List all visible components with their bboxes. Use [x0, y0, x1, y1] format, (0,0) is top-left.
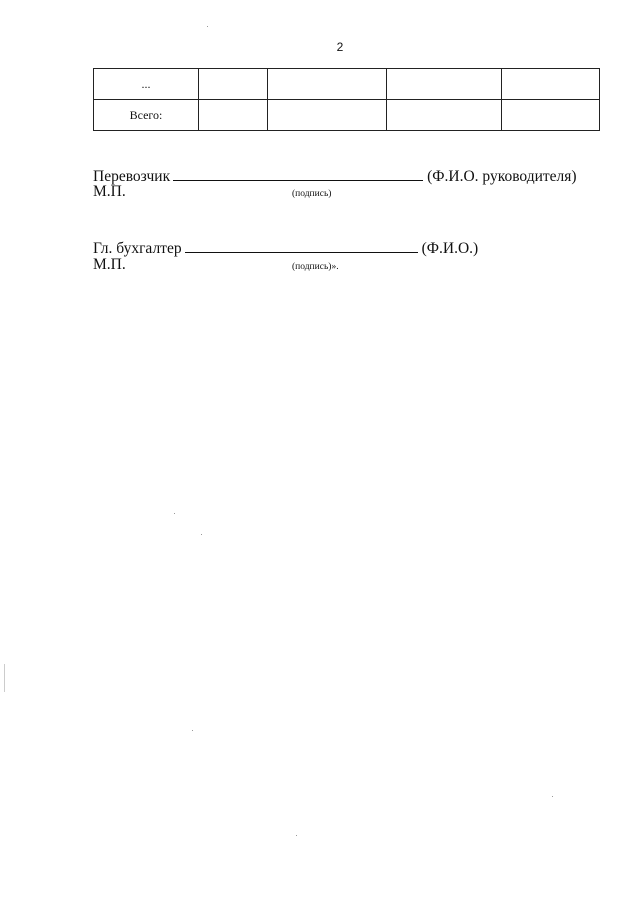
carrier-signature-caption: (подпись) [292, 189, 332, 199]
table-cell [268, 100, 387, 131]
scan-speck [4, 664, 5, 692]
table-cell-total-label: Всего: [94, 100, 199, 131]
table-row [94, 100, 600, 131]
summary-table [93, 68, 600, 131]
scan-speck [174, 513, 175, 514]
carrier-stamp-label: М.П. [93, 183, 126, 200]
accountant-signature-line [93, 238, 478, 258]
table-cell [268, 69, 387, 100]
scan-speck [192, 730, 193, 731]
accountant-title: Гл. бухгалтер [93, 240, 182, 257]
carrier-title: Перевозчик [93, 168, 171, 185]
accountant-signature-blank [185, 238, 418, 253]
table-cell: ... [94, 69, 199, 100]
accountant-stamp-label: М.П. [93, 256, 126, 273]
accountant-signature-caption: (подпись)». [292, 262, 339, 272]
table-cell [502, 100, 600, 131]
scan-speck [207, 26, 208, 27]
table-cell [387, 100, 502, 131]
carrier-name-placeholder: (Ф.И.О. руководителя) [427, 168, 577, 185]
table-cell [199, 100, 268, 131]
page-number: 2 [336, 40, 344, 54]
table-cell [387, 69, 502, 100]
scan-speck [552, 796, 553, 797]
table-cell [502, 69, 600, 100]
carrier-signature-blank [173, 166, 423, 181]
accountant-name-placeholder: (Ф.И.О.) [421, 240, 479, 257]
scan-speck [201, 534, 202, 535]
carrier-signature-line [93, 166, 577, 186]
table-cell [199, 69, 268, 100]
table-row [94, 69, 600, 100]
scan-speck [296, 835, 297, 836]
